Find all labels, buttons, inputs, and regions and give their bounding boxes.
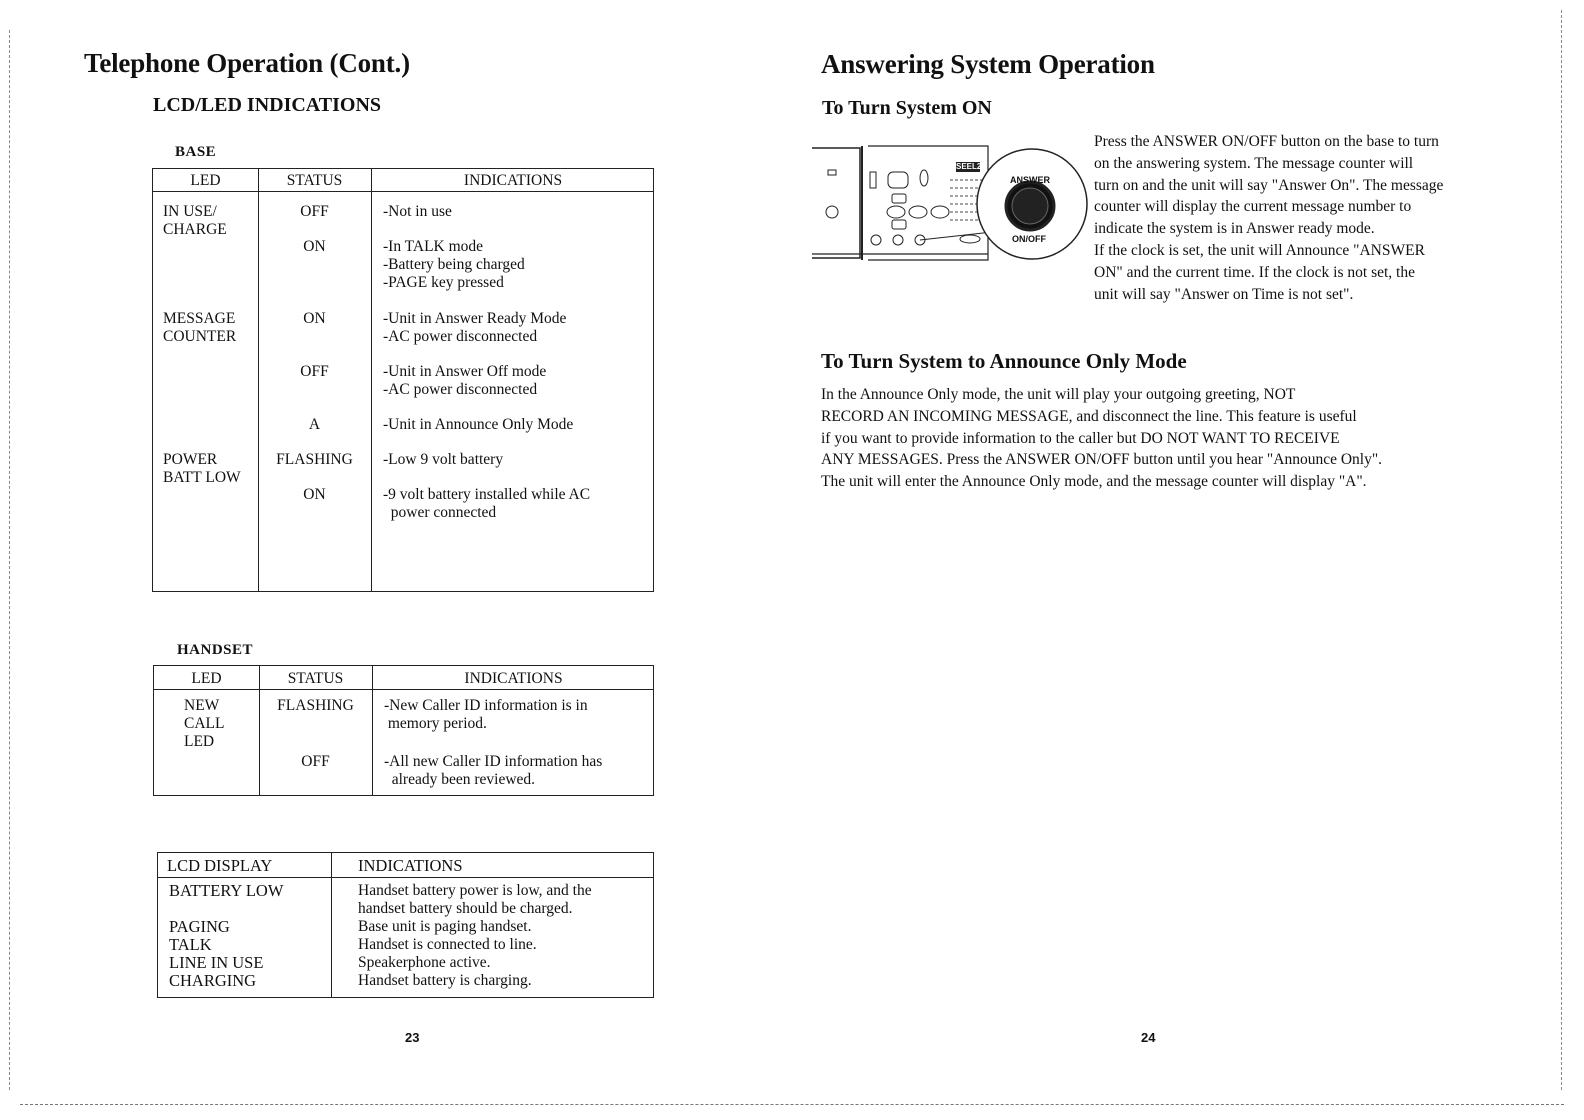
handset-row-indication: -New Caller ID information is in memory period. <box>384 697 588 732</box>
base-header-indications: INDICATIONS <box>463 172 563 189</box>
lcd-row-indication: Handset battery power is low, and the handset battery should be charged. <box>358 882 592 917</box>
display-label: SEEL24 <box>956 162 986 171</box>
base-row-indication: -Unit in Announce Only Mode <box>383 416 574 433</box>
base-label: BASE <box>175 144 217 160</box>
base-row-status: FLASHING <box>276 451 353 468</box>
answer-label: ANSWER <box>1010 175 1050 185</box>
lcd-table <box>157 852 654 998</box>
right-page-number: 24 <box>1141 1030 1156 1045</box>
base-row-indication: -9 volt battery installed while AC power connected <box>383 486 591 521</box>
handset-header-led: LED <box>191 670 222 687</box>
lcd-row-display: TALK <box>169 935 212 954</box>
base-header-led: LED <box>190 172 221 189</box>
handset-header-indications: INDICATIONS <box>464 670 563 687</box>
left-page-number: 23 <box>405 1030 420 1045</box>
lcd-header-display: LCD DISPLAY <box>167 856 273 875</box>
base-row-status: OFF <box>300 203 329 220</box>
lcd-row-display: CHARGING <box>169 971 257 990</box>
lcd-row-indication: Handset is connected to line. <box>358 936 537 953</box>
base-row-indication: -Not in use <box>383 203 452 220</box>
announce-only-paragraph: In the Announce Only mode, the unit will play your outgoing greeting, NOT RECORD AN INCOMING MESSAGE, and disconnect the line. This feature is useful if you want to provide information to the caller but DO NOT WANT TO RECEIVE ANY MESSAGES. Press the ANSWER ON/OFF button until you hear "Announce Only". The unit will enter the Announce Only mode, and the message counter will display "A". <box>821 386 1383 491</box>
base-row-indication: -In TALK mode -Battery being charged -PAGE key pressed <box>383 238 525 291</box>
base-row-led: MESSAGE COUNTER <box>163 310 237 345</box>
base-row-status: ON <box>303 486 326 503</box>
left-scan-edge <box>9 30 10 1090</box>
handset-header-status: STATUS <box>287 670 344 687</box>
lcd-row-indication: Handset battery is charging. <box>358 972 532 989</box>
handset-row-indication: -All new Caller ID information has already been reviewed. <box>384 753 603 788</box>
left-page-title: Telephone Operation (Cont.) <box>84 48 410 78</box>
lcd-row-indication: Speakerphone active. <box>358 954 491 971</box>
base-row-indication: -Low 9 volt battery <box>383 451 504 468</box>
onoff-label: ON/OFF <box>1012 234 1046 244</box>
turn-on-heading: To Turn System ON <box>822 97 992 119</box>
lcd-row-indication: Base unit is paging handset. <box>358 918 532 935</box>
lcd-row-display: PAGING <box>169 917 230 936</box>
base-row-indication: -Unit in Answer Ready Mode -AC power disconnected <box>383 310 567 345</box>
base-row-status: ON <box>303 310 326 327</box>
base-row-status: OFF <box>300 363 329 380</box>
base-row-indication: -Unit in Answer Off mode -AC power disconnected <box>383 363 547 398</box>
handset-row-status: OFF <box>301 753 330 770</box>
handset-row-status: FLASHING <box>277 697 354 714</box>
lcd-led-subtitle: LCD/LED INDICATIONS <box>153 94 382 116</box>
base-row-led: IN USE/ CHARGE <box>163 203 227 238</box>
handset-row-led: NEW CALL LED <box>184 697 225 750</box>
announce-only-heading: To Turn System to Announce Only Mode <box>821 349 1187 373</box>
base-unit-illustration <box>810 142 1088 266</box>
handset-table <box>153 665 654 796</box>
base-row-status: A <box>308 416 321 433</box>
handset-label: HANDSET <box>177 642 254 658</box>
lcd-header-indications: INDICATIONS <box>358 856 463 875</box>
lcd-row-display: BATTERY LOW <box>169 881 284 900</box>
turn-on-paragraph: Press the ANSWER ON/OFF button on the base to turn on the answering system. The message counter will turn on and the unit will say "Answer On". The message counter will display the current message number to indicate the system is in Answer ready mode. If the clock is set, the unit will Announce "ANSWER ON" and the current time. If the clock is not set, the unit will say "Answer on Time is not set". <box>1094 133 1444 303</box>
bottom-scan-edge <box>20 1104 1564 1105</box>
base-row-led: POWER BATT LOW <box>163 451 241 486</box>
right-page-title: Answering System Operation <box>821 49 1155 79</box>
base-table <box>152 168 654 592</box>
base-header-status: STATUS <box>286 172 343 189</box>
base-row-status: ON <box>303 238 326 255</box>
right-scan-edge <box>1561 10 1562 1090</box>
lcd-row-display: LINE IN USE <box>169 953 264 972</box>
